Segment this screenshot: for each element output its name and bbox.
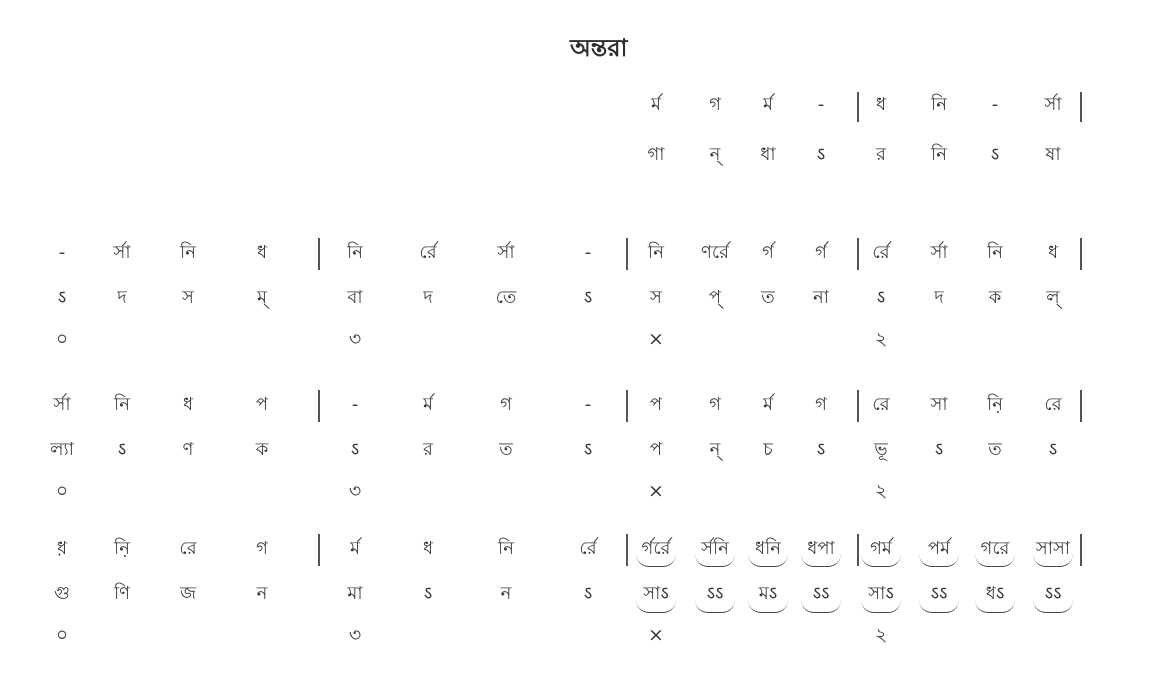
meend-slur xyxy=(1033,600,1073,613)
barline xyxy=(318,534,320,566)
swara-note: র্রে xyxy=(872,242,890,263)
lyric-syllable: তে xyxy=(495,287,517,308)
meend-slur xyxy=(695,600,735,613)
barline xyxy=(1080,534,1082,566)
swara-note: নি় xyxy=(114,538,130,559)
barline xyxy=(1080,390,1082,422)
intro-lyric: নি xyxy=(931,144,947,165)
lyric-syllable: ন্ xyxy=(709,439,721,460)
swara-note: - xyxy=(584,242,592,263)
swara-note: র্ম xyxy=(763,394,773,415)
swara-note: প xyxy=(255,394,269,415)
barline xyxy=(1080,238,1082,270)
tala-marker: × xyxy=(648,480,664,502)
intro-note: নি xyxy=(931,94,947,115)
intro-lyric: গা xyxy=(647,144,665,165)
intro-note: ধ xyxy=(875,94,887,115)
swara-note: নি xyxy=(987,242,1003,263)
lyric-syllable: দ xyxy=(423,287,433,308)
swara-note: ধ xyxy=(422,538,434,559)
meend-slur xyxy=(636,554,676,567)
swara-note: ধপা xyxy=(807,538,835,559)
swara-note: র্ম xyxy=(423,394,433,415)
lyric-syllable: ऽ xyxy=(816,439,826,460)
swara-note: গরে xyxy=(980,538,1010,559)
swara-note: - xyxy=(58,242,66,263)
lyric-syllable: ऽ xyxy=(423,583,433,604)
lyric-syllable: মऽ xyxy=(758,583,778,604)
swara-note: র্গ xyxy=(762,242,774,263)
intro-lyric: ধা xyxy=(760,144,776,165)
lyric-syllable: দ xyxy=(117,287,127,308)
swara-note: র্গর্রে xyxy=(641,538,671,559)
lyric-syllable: ল্ xyxy=(1046,287,1060,308)
tala-marker: ২ xyxy=(874,328,888,350)
meend-slur xyxy=(975,600,1015,613)
section-title: অন্তরা xyxy=(570,33,628,62)
meend-slur xyxy=(695,554,735,567)
meend-slur xyxy=(636,600,676,613)
lyric-syllable: স xyxy=(182,287,194,308)
swara-note: সাসা xyxy=(1035,538,1071,559)
meend-slur xyxy=(801,554,841,567)
swara-note: প xyxy=(649,394,663,415)
barline xyxy=(626,534,628,566)
swara-note: নি় xyxy=(987,394,1003,415)
barline xyxy=(318,390,320,422)
intro-note: গ xyxy=(709,94,721,115)
meend-slur xyxy=(975,554,1015,567)
lyric-syllable: ऽ xyxy=(57,287,67,308)
lyric-syllable: প্ xyxy=(708,287,722,308)
lyric-syllable: ত xyxy=(499,439,513,460)
intro-note: - xyxy=(991,94,999,115)
lyric-syllable: ऽ xyxy=(117,439,127,460)
barline xyxy=(626,238,628,270)
lyric-syllable: ন xyxy=(256,583,268,604)
swara-note: র্রে xyxy=(579,538,597,559)
intro-lyric: ন্ xyxy=(709,144,721,165)
lyric-syllable: ऽ xyxy=(583,287,593,308)
lyric-syllable: ऽऽ xyxy=(812,583,830,604)
lyric-syllable: ধऽ xyxy=(985,583,1005,604)
lyric-syllable: ऽ xyxy=(350,439,360,460)
swara-note: গর্ম xyxy=(870,538,892,559)
lyric-syllable: ণি xyxy=(113,583,131,604)
lyric-syllable: সাऽ xyxy=(868,583,894,604)
swara-note: গ xyxy=(815,394,827,415)
swara-note: ণর্রে xyxy=(700,242,730,263)
intro-lyric: ऽ xyxy=(990,144,1000,165)
swara-note: র্সা xyxy=(497,242,515,263)
intro-note: র্ম xyxy=(763,94,773,115)
lyric-syllable: চ xyxy=(763,439,773,460)
tala-marker: ৩ xyxy=(348,328,362,350)
barline xyxy=(857,238,859,270)
swara-note: - xyxy=(351,394,359,415)
tala-marker: ০ xyxy=(55,328,69,350)
swara-note: রে xyxy=(1044,394,1062,415)
swara-note: ধ xyxy=(1047,242,1059,263)
barline xyxy=(857,390,859,422)
tala-marker: ৩ xyxy=(348,480,362,502)
barline xyxy=(1080,92,1082,122)
lyric-syllable: র xyxy=(423,439,433,460)
lyric-syllable: ল্যা xyxy=(50,439,74,460)
swara-note: র্সনি xyxy=(701,538,729,559)
lyric-syllable: ऽ xyxy=(583,439,593,460)
tala-marker: ০ xyxy=(55,624,69,646)
lyric-syllable: ऽ xyxy=(583,583,593,604)
meend-slur xyxy=(748,554,788,567)
tala-marker: ৩ xyxy=(348,624,362,646)
swara-note: ধ xyxy=(182,394,194,415)
swara-note: - xyxy=(584,394,592,415)
swara-note: র্ম xyxy=(350,538,360,559)
swara-note: ধ xyxy=(256,242,268,263)
lyric-syllable: গু xyxy=(54,583,70,604)
swara-note: গ xyxy=(500,394,512,415)
lyric-syllable: স xyxy=(650,287,662,308)
lyric-syllable: বা xyxy=(347,287,363,308)
intro-lyric: ऽ xyxy=(816,144,826,165)
lyric-syllable: ত xyxy=(988,439,1002,460)
meend-slur xyxy=(748,600,788,613)
swara-note: গ xyxy=(709,394,721,415)
intro-note: র্সা xyxy=(1044,94,1062,115)
swara-note: নি xyxy=(498,538,514,559)
swara-note: র্সা xyxy=(113,242,131,263)
tala-marker: × xyxy=(648,624,664,646)
meend-slur xyxy=(861,600,901,613)
lyric-syllable: ম্ xyxy=(257,287,267,308)
lyric-syllable: ন xyxy=(500,583,512,604)
swara-note: ধনি xyxy=(755,538,781,559)
swara-note: র্গ xyxy=(815,242,827,263)
swara-note: র্সা xyxy=(930,242,948,263)
swara-note: নি xyxy=(648,242,664,263)
swara-note: পর্ম xyxy=(927,538,951,559)
barline xyxy=(626,390,628,422)
tala-marker: ২ xyxy=(874,624,888,646)
intro-note: - xyxy=(817,94,825,115)
lyric-syllable: মা xyxy=(347,583,363,604)
lyric-syllable: ণ xyxy=(182,439,194,460)
lyric-syllable: ऽ xyxy=(934,439,944,460)
meend-slur xyxy=(861,554,901,567)
swara-note: ধ় xyxy=(56,538,68,559)
meend-slur xyxy=(1033,554,1073,567)
swara-note: নি xyxy=(114,394,130,415)
lyric-syllable: ऽ xyxy=(876,287,886,308)
swara-note: রে xyxy=(872,394,890,415)
lyric-syllable: জ xyxy=(179,583,197,604)
lyric-syllable: সাऽ xyxy=(643,583,669,604)
intro-lyric: র xyxy=(876,144,886,165)
swara-note: র্সা xyxy=(53,394,71,415)
lyric-syllable: ऽऽ xyxy=(1044,583,1062,604)
swara-note: নি xyxy=(180,242,196,263)
lyric-syllable: না xyxy=(813,287,829,308)
meend-slur xyxy=(919,554,959,567)
intro-note: র্ম xyxy=(651,94,661,115)
lyric-syllable: ক xyxy=(255,439,269,460)
tala-marker: ২ xyxy=(874,480,888,502)
swara-note: সা xyxy=(930,394,948,415)
barline xyxy=(318,238,320,270)
lyric-syllable: ভূ xyxy=(874,439,888,460)
intro-lyric: ষা xyxy=(1045,144,1061,165)
lyric-syllable: ऽऽ xyxy=(930,583,948,604)
tala-marker: ০ xyxy=(55,480,69,502)
meend-slur xyxy=(801,600,841,613)
swara-note: গ xyxy=(256,538,268,559)
swara-note: রে xyxy=(179,538,197,559)
lyric-syllable: ऽ xyxy=(1048,439,1058,460)
barline xyxy=(857,92,859,122)
lyric-syllable: দ xyxy=(934,287,944,308)
swara-note: র্রে xyxy=(419,242,437,263)
lyric-syllable: প xyxy=(649,439,663,460)
lyric-syllable: ऽऽ xyxy=(706,583,724,604)
meend-slur xyxy=(919,600,959,613)
lyric-syllable: ত xyxy=(761,287,775,308)
tala-marker: × xyxy=(648,328,664,350)
lyric-syllable: ক xyxy=(988,287,1002,308)
barline xyxy=(857,534,859,566)
swara-note: নি xyxy=(347,242,363,263)
